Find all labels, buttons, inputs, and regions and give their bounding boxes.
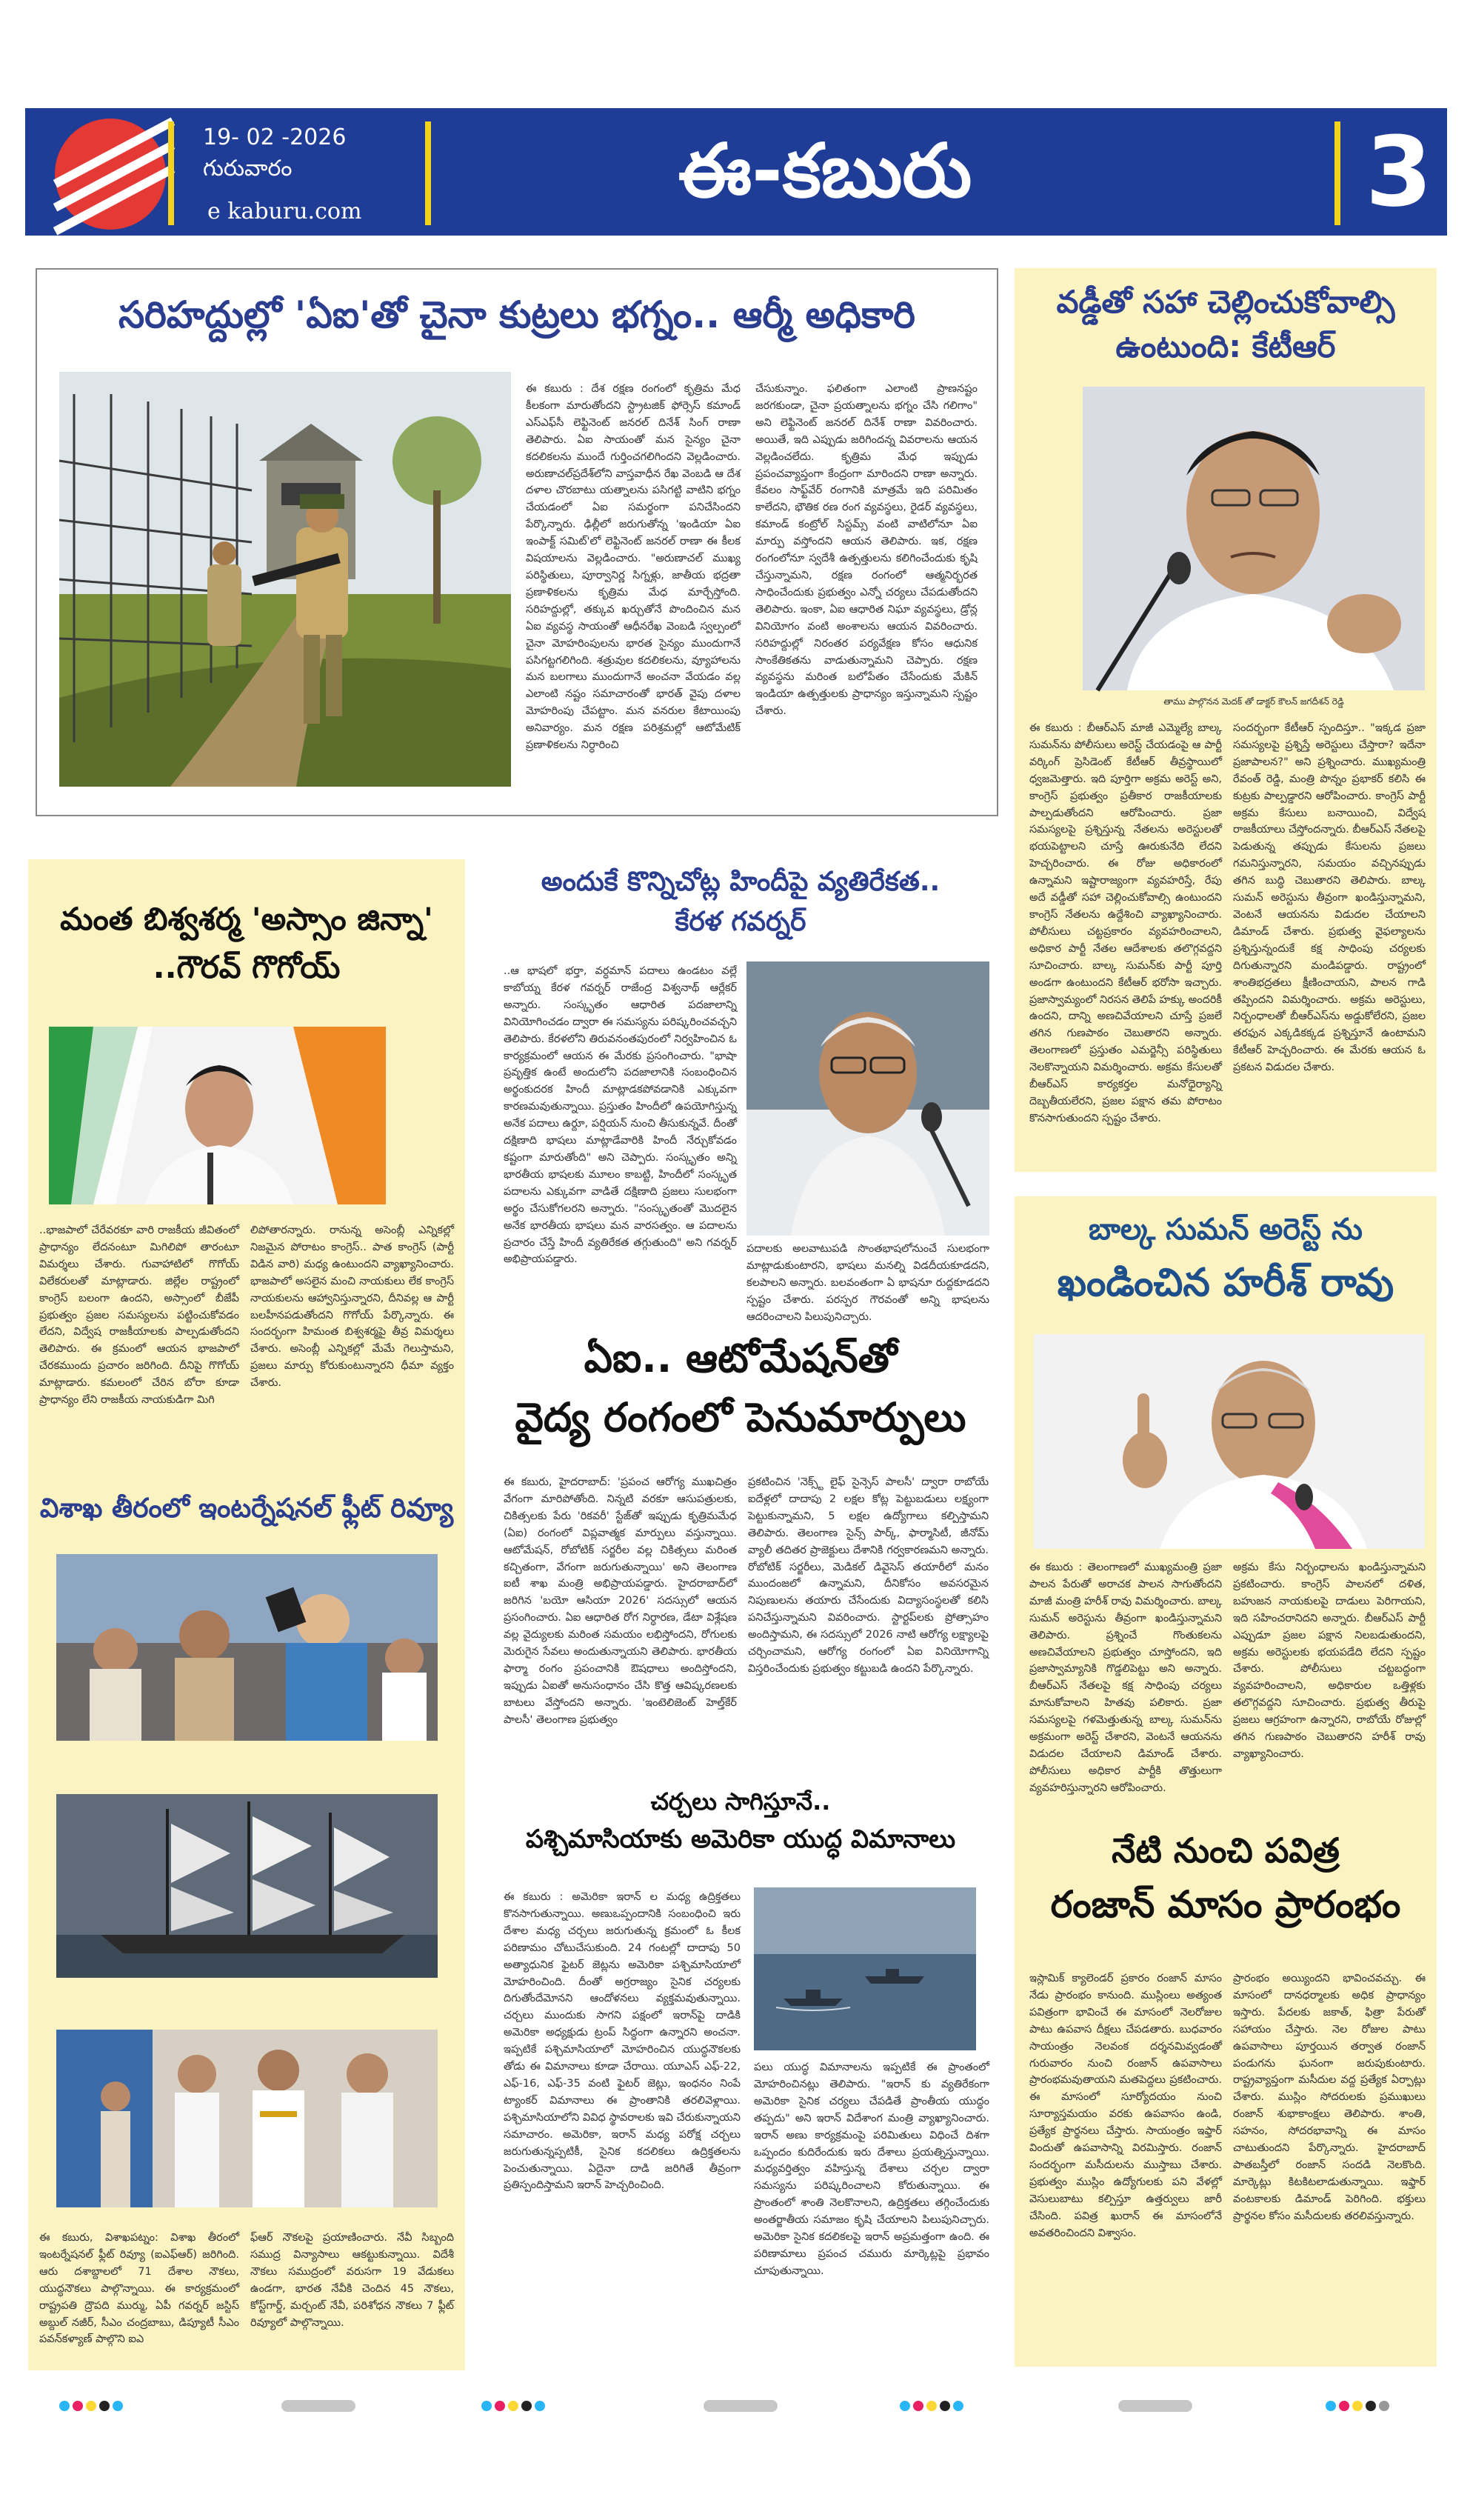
- gogoi-headline-line1: మంత బిశ్వశర్మ 'అస్సాం జిన్నా': [60, 901, 433, 937]
- ramzan-body-col1: ఇస్లామిక్ క్యాలెండర్ ప్రకారం రంజాన్ మాసం నేడు ప్రారంభం కానుంది. ముస్లింలు అత్యంత పవిత్రంగా భావించే ఈ మాసంలో నెలరోజుల పాటు ఉపవాస దీక్షలు చేపడతారు. బుధవారం సాయంత్రం నెలవంక దర్శనమివ్వడంతో గురువారం నుంచి రంజాన్ ఉపవాసాలు ప్రారంభమవుతాయని మతపెద్దలు ప్రకటించారు. ఈ మాసంలో సూర్యోదయం నుంచి సూర్యాస్తమయం వరకు ఉపవాసం ఉండి, ప్రత్యేక ప్రార్థనలు చేస్తారు. సాయంత్రం ఇఫ్తార్ విందుతో ఉపవాసాన్ని విరమిస్తారు. రంజాన్ సందర్భంగా మసీదులను ముస్తాబు చేశారు. ప్రభుత్వం ముస్లిం ఉద్యోగులకు పని వేళల్లో వెసులుబాటు కల్పిస్తూ ఉత్తర్వులు జారీ చేసింది. పవిత్ర ఖురాన్ ఈ మాసంలోనే అవతరించిందని విశ్వాసం.: [1029, 1973, 1222, 2239]
- color-registration-mark: [481, 2400, 600, 2415]
- headline-line1: వడ్డీతో సహా చెల్లించుకోవాల్సి: [1056, 284, 1395, 320]
- harish-headline-line2: ఖండించిన హరీశ్ రావు: [1057, 1261, 1394, 1305]
- fleet-photo-dignitaries: [56, 2030, 438, 2207]
- left-column: [28, 859, 465, 2370]
- ramzan-headline-line1: నేటి నుంచి పవిత్ర: [1112, 1830, 1340, 1870]
- article-body-col1: ఈ కబురు : బీఆర్ఎస్ మాజీ ఎమ్మెల్యే బాల్క సుమన్‌ను పోలీసులు అరెస్ట్ చేయడంపై ఆ పార్టీ వర్కింగ్ ప్రెసిడెంట్ కేటీఆర్ తీవ్రస్థాయిలో ధ్వజమెత్తారు. ఇది పూర్తిగా అక్రమ అరెస్ట్ అని, కాంగ్రెస్ ప్రభుత్వం ప్రతీకార రాజకీయాలకు పాల్పడుతోందని ఆరోపించారు. ప్రజా సమస్యలపై ప్రశ్నిస్తున్న నేతలను అరెస్టులతో భయపెట్టాలని చూస్తే ఊరుకునేది లేదని హెచ్చరించారు. ఈ రోజు అధికారంలో ఉన్నామని ఇష్టారాజ్యంగా వ్యవహరిస్తే, రేపు అదే వడ్డీతో సహా చెల్లించుకోవాల్సి ఉంటుందని కాంగ్రెస్ నేతలను ఉద్దేశించి వ్యాఖ్యానించారు. పోలీసులు చట్టప్రకారం వ్యవహరించాలని, అధికార పార్టీ నేతల ఆదేశాలకు తలొగ్గవద్దని సూచించారు. బాల్క సుమన్‌కు పార్టీ పూర్తి అండగా ఉంటుందని కేటీఆర్ భరోసా ఇచ్చారు. ప్రజాస్వామ్యంలో నిరసన తెలిపే హక్కు అందరికీ ఉందని, దాన్ని అణచివేయాలని చూస్తే ప్రజలే తగిన గుణపాఠం చెబుతారని అన్నారు. తెలంగాణలో ప్రస్తుతం ఎమర్జెన్సీ పరిస్థితులు నెలకొన్నాయని విమర్శించారు. అక్రమ కేసులతో బీఆర్ఎస్ కార్యకర్తల మనోధైర్యాన్ని దెబ్బతీయలేరని, ప్రజల పక్షాన తమ పోరాటం కొనసాగుతుందని స్పష్టం చేశారు.: [1029, 722, 1222, 1124]
- headline-line2: ఉంటుంది: కేటీఆర్: [1115, 328, 1336, 364]
- ramzan-body-col2: ప్రారంభం అయ్యిందని భావించవచ్చు. ఈ మాసంలో దానధర్మాలకు అధిక ప్రాధాన్యం ఇస్తారు. పేదలకు జకాత్, ఫిత్రా పేరుతో సహాయం చేస్తారు. నెల రోజుల పాటు ఉపవాసాలు పూర్తయిన తర్వాత రంజాన్ పండుగను ఘనంగా జరుపుకుంటారు. రాష్ట్రవ్యాప్తంగా మసీదుల వద్ద ప్రత్యేక ఏర్పాట్లు చేశారు. ముస్లిం సోదరులకు ప్రముఖులు రంజాన్ శుభాకాంక్షలు తెలిపారు. శాంతి, సహనం, సోదరభావాన్ని ఈ మాసం చాటుతుందని పేర్కొన్నారు. హైదరాబాద్ పాతబస్తీలో రంజాన్ సందడి నెలకొంది. మార్కెట్లు కిటకిటలాడుతున్నాయి. ఇఫ్తార్ వంటకాలకు డిమాండ్ పెరిగింది. భక్తులు ప్రార్థనల కోసం మసీదులకు తరలివస్తున్నారు.: [1233, 1973, 1426, 2222]
- issue-weekday: గురువారం: [203, 156, 293, 181]
- harish-headline-line1: బాల్క సుమన్ అరెస్ట్ ను: [1089, 1213, 1363, 1247]
- war-body-col1: ఈ కబురు : అమెరికా ఇరాన్ ల మధ్య ఉద్రిక్తతలు కొనసాగుతున్నాయి. అణుఒప్పందానికి సంబంధించి ఇరు దేశాల మధ్య చర్చలు జరుగుతున్న క్రమంలో ఓ కీలక పరిణామం చోటుచేసుకుంది. 24 గంటల్లో దాదాపు 50 అత్యాధునిక ఫైటర్ జెట్లను అమెరికా పశ్చిమాసియాలో మోహరించింది. దీంతో అగ్రరాజ్యం సైనిక చర్యలకు దిగుతోందేమోనని ఆందోళనలు వ్యక్తమవుతున్నాయి. చర్చలు ముందుకు సాగని పక్షంలో ఇరాన్‌పై దాడికి అమెరికా అధ్యక్షుడు ట్రంప్ సిద్ధంగా ఉన్నారని అంచనా. ఇప్పటికే పశ్చిమాసియాలో మోహరించిన యుద్ధనౌకలకు తోడు ఈ విమానాలు కూడా చేరాయి. యూఎస్ ఎఫ్-22, ఎఫ్-16, ఎఫ్-35 వంటి ఫైటర్ జెట్లు, ఇంధనం నింపే ట్యాంకర్ విమానాలు ఈ ప్రాంతానికి తరలివెళ్లాయి. పశ్చిమాసియాలోని వివిధ స్థావరాలకు ఇవి చేరుకున్నాయని సమాచారం. అమెరికా, ఇరాన్ మధ్య పరోక్ష చర్చలు జరుగుతున్నప్పటికీ, సైనిక కదలికలు ఉద్రిక్తతలను పెంచుతున్నాయి. ఏదైనా దాడి జరిగితే తీవ్రంగా ప్రతిస్పందిస్తామని ఇరాన్ హెచ్చరించింది.: [504, 1891, 741, 2192]
- ktr-photo: [1083, 387, 1425, 690]
- masthead-divider: [425, 121, 431, 225]
- registration-bar: [704, 2400, 778, 2412]
- hindi-headline-line1: అందుకే కొన్నిచోట్ల హిందీపై వ్యతిరేకత..: [541, 867, 941, 897]
- harish-body-col1: ఈ కబురు : తెలంగాణలో ముఖ్యమంత్రి ప్రజా పాలన పేరుతో అరాచక పాలన సాగుతోందని మాజీ మంత్రి హరీశ్ రావు విమర్శించారు. బాల్క సుమన్ అరెస్టును తీవ్రంగా ఖండిస్తున్నామని తెలిపారు. ప్రశ్నించే గొంతుకలను అణచివేయాలని ప్రభుత్వం చూస్తోందని, ఇది ప్రజాస్వామ్యానికి గొడ్డలిపెట్టు అని అన్నారు. బీఆర్ఎస్ నేతలపై కక్ష సాధింపు చర్యలు మానుకోవాలని హితవు పలికారు. ప్రజా సమస్యలపై గళమెత్తుతున్న బాల్క సుమన్‌ను అక్రమంగా అరెస్ట్ చేశారని, వెంటనే ఆయనను విడుదల చేయాలని డిమాండ్ చేశారు. పోలీసులు అధికార పార్టీకి తొత్తులుగా వ్యవహరిస్తున్నారని ఆరోపించారు.: [1029, 1561, 1222, 1794]
- color-registration-mark: [59, 2400, 178, 2415]
- page-number: 3: [1365, 116, 1433, 228]
- website-url: e kaburu.com: [207, 199, 362, 224]
- warships-photo: [754, 1887, 976, 2050]
- article-body-col2: సందర్భంగా కేటీఆర్ స్పందిస్తూ.. "ఇక్కడ ప్రజా సమస్యలపై ప్రశ్నిస్తే అరెస్టులు చేస్తారా? ఇదేనా ప్రజాపాలన?" అని ప్రశ్నించారు. ముఖ్యమంత్రి రేవంత్ రెడ్డి, మంత్రి పొన్నం ప్రభాకర్ కలిసి ఈ కుట్రకు పాల్పడ్డారని ఆరోపించారు. కాంగ్రెస్ పార్టీ అక్రమ కేసులు బనాయించి, విద్వేష రాజకీయాలు చేస్తోందన్నారు. బీఆర్ఎస్ నేతలపై పెడుతున్న తప్పుడు కేసులను ప్రజలు గమనిస్తున్నారని, సమయం వచ్చినప్పుడు తగిన బుద్ధి చెబుతారని తెలిపారు. బాల్క సుమన్ అరెస్టును తీవ్రంగా ఖండిస్తున్నామని, వెంటనే ఆయనను విడుదల చేయాలని డిమాండ్ చేశారు. ప్రభుత్వ వైఫల్యాలను ప్రశ్నిస్తున్నందుకే కక్ష సాధింపు చర్యలకు దిగుతున్నారని మండిపడ్డారు. రాష్ట్రంలో శాంతిభద్రతలు క్షీణించాయని, పాలన గాడి తప్పిందని విమర్శించారు. అక్రమ అరెస్టులు, నిర్బంధాలతో బీఆర్ఎస్‌ను అడ్డుకోలేరని, ప్రజల తరఫున ఎక్కడికక్కడ ప్రశ్నిస్తూనే ఉంటామని కేటీఆర్ హెచ్చరించారు. ఈ మేరకు ఆయన ఓ ప్రకటన విడుదల చేశారు.: [1233, 722, 1426, 1074]
- aihealth-body-col1: ఈ కబురు, హైదరాబాద్: 'ప్రపంచ ఆరోగ్య ముఖచిత్రం వేగంగా మారిపోతోంది. నిన్నటి వరకూ ఆసుపత్రులకు, చికిత్సలకు పేరు 'రికవరీ' స్టేజ్‌తో ఇప్పుడు కృత్రిమమేధ (ఏఐ) రంగంలో విప్లవాత్మక మార్పులు వస్తున్నాయి. ఆటోమేషన్, రోబోటిక్ సర్జరీల వల్ల చికిత్సలు మరింత కచ్చితంగా, వేగంగా జరుగుతున్నాయి' అని తెలంగాణ ఐటీ శాఖ మంత్రి అభిప్రాయపడ్డారు. హైదరాబాద్‌లో జరిగిన 'బయో ఆసియా 2026' సదస్సులో ఆయన ప్రసంగించారు. ఏఐ ఆధారిత రోగ నిర్ధారణ, డేటా విశ్లేషణ వల్ల వైద్యులకు మరింత సమయం లభిస్తోందని, రోగులకు మెరుగైన సేవలు అందుతున్నాయని తెలిపారు. భారతీయ ఫార్మా రంగం ప్రపంచానికి ఔషధాలు అందిస్తోందని, ఇప్పుడు ఏఐతో అనుసంధానం చేసి కొత్త ఆవిష్కరణలకు బాటలు వేస్తోందని అన్నారు. 'ఇంటెలిజెంట్ హెల్త్‌కేర్ పాలసీ' తెలంగాణ ప్రభుత్వం: [504, 1476, 737, 1726]
- fleet-body-col1: ఈ కబురు, విశాఖపట్నం: విశాఖ తీరంలో ఇంటర్నేషనల్ ఫ్లీట్ రివ్యూ (ఐఎఫ్‌ఆర్) జరిగింది. ఆరు దశాబ్దాలలో 71 దేశాల నౌకలు, యుద్ధనౌకలు పాల్గొన్నాయి. ఈ కార్యక్రమంలో రాష్ట్రపతి ద్రౌపది ముర్ము, ఏపీ గవర్నర్ జస్టిస్ అబ్దుల్ నజీర్, సీఎం చంద్రబాబు, డిప్యూటీ సీఎం పవన్‌కళ్యాణ్ పాల్గొని ఐఎ: [39, 2232, 239, 2346]
- ekaburu-logo: [55, 119, 166, 230]
- masthead-divider: [1334, 121, 1340, 225]
- hindi-body-col2: పదాలకు అలవాటుపడి సొంతభాషలోనుంచే సులభంగా మాట్లాడుకుంటారని, భాషలు మనల్ని విడదీయకూడదని, కలపాలని అన్నారు. బలవంతంగా ఏ భాషనూ రుద్దకూడదని స్పష్టం చేశారు. పరస్పర గౌరవంతో అన్ని భాషలను ఆదరించాలని పిలుపునిచ్చారు.: [746, 1243, 989, 1323]
- gogoi-photo: [49, 1027, 386, 1204]
- harish-rao-photo: [1034, 1334, 1425, 1549]
- war-headline-line2: పశ్చిమాసియాకు అమెరికా యుద్ధ విమానాలు: [525, 1824, 956, 1854]
- right-column: [1015, 1196, 1437, 2367]
- fleet-headline: విశాఖ తీరంలో ఇంటర్నేషనల్ ఫ్లీట్ రివ్యూ: [39, 1493, 454, 1524]
- kerala-governor-photo: [746, 961, 989, 1236]
- photo-caption: తాము పాల్గొనన మెదక్ తో డాక్టర్ కౌలన్ జగదీశన్ రెడ్డి: [1163, 696, 1344, 707]
- aihealth-headline-line2: వైద్య రంగంలో పెనుమార్పులు: [515, 1394, 966, 1441]
- gogoi-headline-line2: ..గౌరవ్ గొగోయ్: [153, 949, 341, 985]
- hindi-headline-line2: కేరళ గవర్నర్: [675, 907, 806, 937]
- headline: సరిహద్దుల్లో 'ఏఐ'తో చైనా కుట్రలు భగ్నం.. ఆర్మీ అధికారి: [118, 293, 915, 336]
- color-registration-mark: [900, 2400, 1018, 2415]
- article-china-ai: [36, 268, 998, 816]
- gogoi-body-col1: ..భాజపాలో చేరేవరకూ వారి రాజకీయ జీవితంలో ప్రాధాన్యం లేదనంటూ మిగిలిపో తారంటూ విమర్శలు చేశారు. గువాహాటిలో గొగోయ్ విలేకరులతో మాట్లాడారు. జిల్లేల రాష్ట్రంలో కాంగ్రెస్ బలంగా ఉందని, అస్సాంలో బీజేపీ ప్రభుత్వం ప్రజల సమస్యలను పట్టించుకోవడం లేదని, విద్వేష రాజకీయాలకు పాల్పడుతోందని తెలిపారు. ఈ క్రమంలో ఆయన భాజపాలో చేరకముందు ప్రచారం జరిగింది. దీనిపై గొగోయ్ మాట్లాడారు. కమలంలో చేరిన బోరా కూడా ప్రాధాన్యం లేని రాజకీయ నాయకుడిగా మిగి: [39, 1224, 239, 1407]
- aihealth-headline-line1: ఏఐ.. ఆటోమేషన్‌తో: [584, 1335, 898, 1381]
- war-headline-line1: చర్చలు సాగిస్తూనే..: [650, 1787, 831, 1816]
- issue-date: 19- 02 -2026: [203, 124, 347, 150]
- masthead: [25, 108, 1447, 236]
- hindi-body-col1: ..ఆ భాషలో భర్తా, వర్ధమాన్ పదాలు ఉండటం వల్లే కాబోయ్న కేరళ గవర్నర్ రాజేంద్ర విశ్వనాథ్ ఆర్లేకర్ అన్నారు. సంస్కృతం ఆధారిత పదజాలాన్ని వినియోగించడం ద్వారా ఈ సమస్యను పరిష్కరించవచ్చని తెలిపారు. కేరళలోని తిరువనంతపురంలో నిర్వహించిన ఓ కార్యక్రమంలో ఆయన ఈ మేరకు ప్రసంగించారు. "భాషా ప్రవృత్తిక ఉంటే అందులోని పదజాలానికి సంబంధించిన అర్థంకుదరక హిందీ మాట్లాడకపోవడానికి ఎక్కువగా కారణమవుతున్నాయి. ప్రస్తుతం హిందీలో ఉపయోగిస్తున్న అనేక పదాలు ఉర్దూ, పర్షియన్ నుంచి తీసుకున్నవే. దీంతో దక్షిణాది భాషలు మాట్లాడేవారికి హిందీ నేర్చుకోవడం కష్టంగా మారుతోంది" అని చెప్పారు. సంస్కృతం అన్ని భారతీయ భాషలకు మూలం కాబట్టి, హిందీలో సంస్కృత పదాలను ఎక్కువగా వాడితే దక్షిణాది ప్రజలు సులభంగా అర్థం చేసుకోగలరని అన్నారు. "సంస్కృతంతో మొదలైన అనేక భారతీయ భాషలు మన వారసత్వం. ఆ పదాలను ప్రచారం చేస్తే హిందీ వ్యతిరేకత తగ్గుతుంది" అని గవర్నర్ అభిప్రాయపడ్డారు.: [504, 965, 737, 1266]
- gogoi-body-col2: లిపోతారన్నారు. రానున్న అసెంబ్లీ ఎన్నికల్లో నిజమైన పోరాటం కాంగ్రెస్.. పాత కాంగ్రెస్ (పార్టీ విడిన వారి) మధ్య ఉంటుందని వ్యాఖ్యానించారు. భాజపాలో అసలైన మంచి నాయకులు లేక కాంగ్రెస్ నాయకులను ఆహ్వానిస్తున్నారని, దీనివల్ల ఆ పార్టీ బలహీనపడుతోందని గొగోయ్ పేర్కొన్నారు. ఈ సందర్భంగా హిమంత బిశ్వశర్మపై తీవ్ర విమర్శలు చేశారు. అసెంబ్లీ ఎన్నికల్లో మేమే గెలుస్తామని, ప్రజలు మార్పు కోరుకుంటున్నారని ధీమా వ్యక్తం చేశారు.: [250, 1224, 454, 1390]
- masthead-divider: [168, 121, 174, 225]
- war-body-col2: పలు యుద్ధ విమానాలను ఇప్పటికే ఈ ప్రాంతంలో మోహరించినట్లు తెలిపారు. "ఇరాన్ కు వ్యతిరేకంగా అమెరికా సైనిక చర్యలు చేపడితే ప్రాంతీయ యుద్ధం తప్పదు" అని ఇరాన్ విదేశాంగ మంత్రి వ్యాఖ్యానించారు. ఇరాన్ అణు కార్యక్రమంపై పరిమితులు విధించే దిశగా ఒప్పందం కుదిరేందుకు ఇరు దేశాలు ప్రయత్నిస్తున్నాయి. మధ్యవర్తిత్వం వహిస్తున్న దేశాలు చర్చల ద్వారా సమస్యను పరిష్కరించాలని కోరుతున్నాయి. ఈ ప్రాంతంలో శాంతి నెలకొనాలని, ఉద్రిక్తతలు తగ్గించేందుకు అంతర్జాతీయ సమాజం కృషి చేయాలని పిలుపునిచ్చారు. అమెరికా సైనిక కదలికలపై ఇరాన్ అప్రమత్తంగా ఉంది. ఈ పరిణామాలు ప్రపంచ చమురు మార్కెట్లపై ప్రభావం చూపుతున్నాయి.: [754, 2061, 989, 2277]
- registration-bar: [1118, 2400, 1192, 2412]
- article-body-col2: చేసుకున్నాం. ఫలితంగా ఎలాంటి ప్రాణనష్టం జరగకుండా, చైనా ప్రయత్నాలను భగ్నం చేసి గలిగాం" అని లెఫ్టినెంట్ జనరల్ దినేశ్ రాణా వివరించారు. అయితే, ఇది ఎప్పుడు జరిగిందన్న వివరాలను ఆయన వెల్లడించలేదు. కృత్రిమ మేధ ఇప్పుడు ప్రపంచవ్యాప్తంగా కేంద్రంగా మారిందని రాణా అన్నారు. కేవలం సాఫ్ట్‌వేర్ రంగానికి మాత్రమే ఇది పరిమితం కాలేదని, భౌతిక రణ రంగ వ్యవస్థలు, రైడర్ వ్యవస్థలు, కమాండ్ కంట్రోల్ సిస్టమ్స్ వంటి వాటిలోనూ ఏఐ మార్పు వస్తోందని ఆయన తెలిపారు. ఇక, రక్షణ రంగంలోనూ స్వదేశీ ఉత్పత్తులను కలిగించేందుకు కృషి చేస్తున్నామని, రక్షణ రంగంలో ఆత్మనిర్భరత సాధించేందుకు ప్రభుత్వం ఎన్నో చర్యలు చేపడుతోందని తెలిపారు. ఇంకా, ఏఐ ఆధారిత నిఘా వ్యవస్థలు, డ్రోన్ల వినియోగం వంటి అంశాలను ఆయన వివరించారు. సరిహద్దుల్లో నిరంతర పర్యవేక్షణ కోసం ఆధునిక సాంకేతికతను వాడుతున్నామని చెప్పారు. రక్షణ వ్యవస్థను మరింత బలోపేతం చేసేందుకు మేకిన్ ఇండియా ఉత్పత్తులకు ప్రాధాన్యం ఇస్తున్నామని స్పష్టం చేశారు.: [755, 383, 978, 718]
- fleet-photo-crowd: [56, 1554, 438, 1741]
- newspaper-title: ఈ-కబురు: [678, 127, 972, 214]
- fleet-body-col2: ఫ్‌ఆర్ నౌకలపై ప్రయాణించారు. నేవీ సిబ్బంది సముద్ర విన్యాసాలు ఆకట్టుకున్నాయి. విదేశీ నౌకలు సముద్రంలో వరుసగా 19 వేడుకలు ఉండగా, భారత నేవీకి చెందిన 45 నౌకలు, కోస్ట్‌గార్డ్, మర్చంట్ నేవీ, పరిశోధన నౌకలు 7 ఫ్లీట్ రివ్యూలో పాల్గొన్నాయి.: [250, 2232, 454, 2329]
- article-body-col1: ఈ కబురు : దేశ రక్షణ రంగంలో కృత్రిమ మేధ కీలకంగా మారుతోందని స్ట్రాటజిక్ ఫోర్సెస్ కమాండ్ ఎస్‌ఎఫ్‌సీ లెఫ్టినెంట్ జనరల్ దినేశ్ సింగ్ రాణా తెలిపారు. ఏఐ సాయంతో మన సైన్యం చైనా కదలికలను ముందే గుర్తించగలిగిందని వెల్లడించారు. అరుణాచల్‌ప్రదేశ్‌లోని వాస్తవాధీన రేఖ వెంబడి ఆ దేశ దళాల చొరబాటు యత్నాలను పసిగట్టి వాటిని భగ్నం చేయడంలో ఏఐ సమర్థంగా పనిచేసిందని పేర్కొన్నారు. ఢిల్లీలో జరుగుతోన్న 'ఇండియా ఏఐ ఇంపాక్ట్ సమిట్'లో లెఫ్టినెంట్ జనరల్ రాణా ఈ కీలక విషయాలను వెల్లడించారు. "అరుణాచల్‌ ముఖ్య పరిస్థితులు, పూర్వానిర్ణ సిగ్నళ్లు, జాతీయ భద్రతా ప్రణాళికలను కృత్రిమ మేధ మార్చేస్తోంది. సరిహద్దుల్లో, తక్కువ ఖర్చుతోనే పొందించిన మన ఏఐ వ్యవస్థ సాయంతో ఆధీనరేఖ వెంబడి స్వల్పంలో చైనా మోహరింపులను భారత సైన్యం ముందుగానే పసిగట్టగలిగింది. శత్రువుల కదలికలను, వ్యూహాలను మన బలగాలు ముందుగానే అంచనా వేయడం వల్ల ఎలాంటి నష్టం సమాచారంతో భారత్ వైపు దళాల మోహరింపు చేపట్టాం. మన వనరుల కేటాయింపు అనివార్యం. మన రక్షణ పరిశ్రమల్లో ఆటోమేటిక్ ప్రణాళికలను నిర్ధారించి: [526, 383, 741, 752]
- fleet-photo-tallship: [56, 1794, 438, 1978]
- color-registration-mark: [1326, 2400, 1444, 2415]
- ramzan-headline-line2: రంజాన్ మాసం ప్రారంభం: [1050, 1883, 1401, 1926]
- article-ktr: [1015, 268, 1437, 1172]
- aihealth-body-col2: ప్రకటించిన 'నెక్స్ట్ లైఫ్ సైన్సెస్ పాలసీ' ద్వారా రాబోయే ఐదేళ్లలో దాదాపు 2 లక్షల కోట్ల పెట్టుబడులు లక్ష్యంగా పెట్టుకున్నామని, 5 లక్షల ఉద్యోగాలు కల్పిస్తామని తెలిపారు. తెలంగాణ సైన్స్ పార్క్, ఫార్మాసిటీ, జీనోమ్ వ్యాలీ తదితర ప్రాజెక్టులు దేశానికి గర్వకారణమని అన్నారు. రోబోటిక్ సర్జరీలు, మెడికల్ డివైసెస్ తయారీలో మనం ముందంజలో ఉన్నామని, దీనికోసం అవసరమైన నిపుణులను తయారు చేసేందుకు విద్యాసంస్థలతో కలిసి పనిచేస్తున్నామని వివరించారు. స్టార్టప్‌లకు ప్రోత్సాహం అందిస్తామని, ఈ సదస్సులో 2026 నాటి ఆరోగ్య లక్ష్యాలపై చర్చించామని, ఆరోగ్య రంగంలో ఏఐ వినియోగాన్ని విస్తరించేందుకు ప్రభుత్వం కట్టుబడి ఉందని పేర్కొన్నారు.: [748, 1476, 989, 1675]
- harish-body-col2: అక్రమ కేసు నిర్బంధాలను ఖండిస్తున్నామని ప్రకటించారు. కాంగ్రెస్ పాలనలో దళిత, బహుజన నాయకులపై దాడులు పెరిగాయని, ఇది సహించరానిదని అన్నారు. బీఆర్ఎస్ పార్టీ ఎప్పుడూ ప్రజల పక్షాన నిలబడుతుందని, అక్రమ అరెస్టులకు భయపడేది లేదని స్పష్టం చేశారు. పోలీసులు చట్టబద్ధంగా వ్యవహరించాలని, అధికారుల ఒత్తిళ్లకు తలొగ్గవద్దని సూచించారు. ప్రభుత్వ తీరుపై ప్రజలు ఆగ్రహంగా ఉన్నారని, రాబోయే రోజుల్లో తగిన గుణపాఠం చెబుతారని హరీశ్ రావు వ్యాఖ్యానించారు.: [1233, 1561, 1426, 1760]
- border-soldiers-photo: [59, 372, 511, 787]
- registration-bar: [281, 2400, 355, 2412]
